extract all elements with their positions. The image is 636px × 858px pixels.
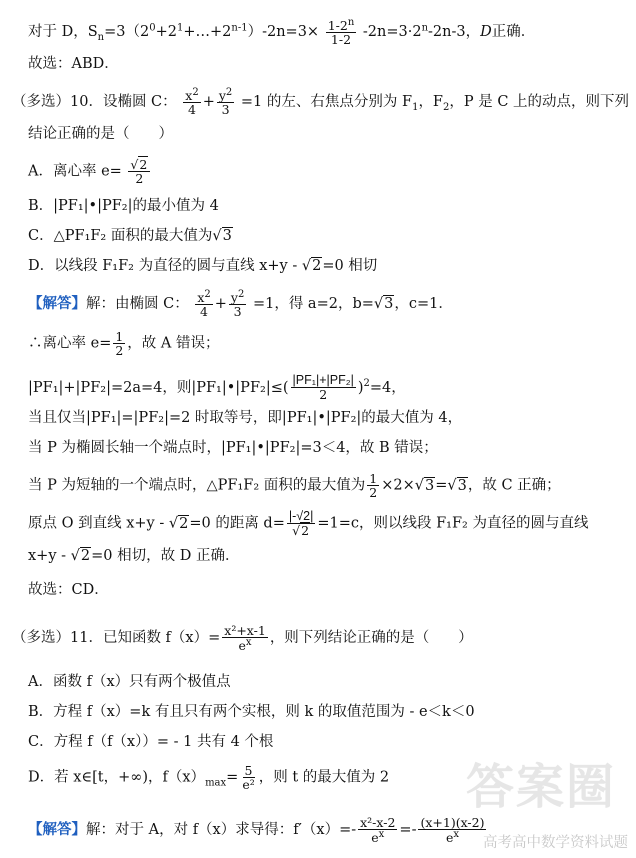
option-text: D．若 x∈[t，+∞)，f（x） — [28, 769, 206, 786]
superscript: 2 — [237, 289, 245, 300]
radicand: 3 — [424, 477, 435, 494]
text-segment: x+y - — [28, 548, 71, 564]
numerator: 1 — [115, 329, 124, 344]
fraction — [291, 374, 356, 401]
denominator: e — [445, 830, 454, 846]
superscript: 0 — [149, 22, 156, 34]
plus-sign: + — [214, 296, 227, 313]
option-b: B．|PF₁|•|PF₂|的最小值为 4 — [28, 198, 219, 214]
text-segment: =3（2 — [104, 24, 150, 41]
numerator: x — [197, 290, 205, 306]
text-segment: 解：对于 A，对 f（x）求导得：f′（x）=- — [86, 822, 357, 839]
option-a — [28, 158, 152, 185]
text-segment: ∴离心率 e= — [28, 335, 112, 352]
question-11-stem — [12, 624, 473, 652]
option-c: C．△PF₁F₂ 面积的最大值为√3 — [28, 228, 232, 244]
fraction-y — [217, 88, 234, 116]
text-segment: 解：由椭圆 C： — [86, 296, 189, 313]
option-c: C．方程 f（f（x））= - 1 共有 4 个根 — [28, 734, 274, 750]
text-segment: =1 的左、右焦点分别为 F — [240, 94, 413, 111]
answer-10-line-3 — [28, 374, 406, 401]
radicand: 2 — [301, 523, 310, 539]
subscript: 1 — [412, 102, 419, 114]
fraction: $\frac{|-√2|}{√2}$ — [288, 509, 314, 539]
superscript: n-1 — [231, 22, 248, 34]
option-text: D．以线段 F₁F₂ 为直径的圆与直线 x+y - — [28, 258, 302, 274]
numerator: |PF₁|+|PF₂| — [292, 373, 354, 388]
text-segment: 当 P 为短轴的一个端点时，△PF₁F₂ 面积的最大值为 — [28, 477, 366, 494]
fraction — [113, 330, 125, 357]
fraction — [367, 472, 379, 499]
superscript: n — [421, 22, 429, 34]
denominator: 4 — [188, 102, 196, 118]
subscript: 2 — [443, 102, 450, 114]
text-segment: ) — [357, 379, 364, 396]
denominator: 3 — [233, 304, 242, 320]
text-segment: （多选）11．已知函数 f（x）= — [12, 630, 221, 647]
radicand: 2 — [80, 548, 91, 564]
fraction-y — [229, 290, 246, 318]
answer-tag: 【解答】 — [28, 821, 86, 839]
numerator: y — [230, 290, 238, 306]
numerator: y — [218, 88, 226, 104]
text-segment: -2n-3， — [428, 24, 481, 41]
superscript: 2 — [192, 87, 199, 98]
text-segment: ，故 A 错误； — [127, 335, 220, 352]
answer-10-line-6: 当 P 为短轴的一个端点时，△PF₁F₂ 面积的最大值为 $\frac{1}{2}$ ×2×√3=√3，故 C 正确； — [28, 471, 561, 501]
text-segment: ，P 是 C 上的动点，则下列 — [449, 94, 630, 111]
superscript: n — [347, 17, 355, 28]
superscript: 2 — [225, 87, 233, 98]
plus-sign: + — [202, 94, 215, 111]
text-segment: = — [226, 769, 239, 786]
denominator: 2 — [369, 485, 378, 501]
numerator: 5 — [244, 763, 253, 778]
text-segment: 原点 O 到直线 x+y - — [28, 515, 169, 532]
denominator: e² — [242, 777, 255, 793]
option-text: ，则 t 的最大值为 2 — [258, 769, 390, 786]
text-segment: ）-2n=3× — [247, 24, 320, 41]
numerator: 1-2 — [327, 18, 348, 34]
option-text: A．离心率 e= — [28, 163, 122, 180]
numerator: 1 — [369, 471, 378, 486]
answer-tag: 【解答】 — [28, 295, 86, 313]
fraction — [418, 816, 486, 844]
text-segment: =0 的距离 d= — [189, 515, 285, 532]
denominator: 4 — [200, 304, 208, 320]
option-text: =0 相切 — [322, 258, 378, 274]
answer-choice-line: 故选：CD． — [28, 582, 109, 598]
radicand: 3 — [457, 477, 467, 494]
answer-10-line-8: x+y - √2=0 相切，故 D 正确． — [28, 548, 240, 564]
denominator: 2 — [135, 171, 144, 187]
denominator: e — [238, 638, 246, 654]
denominator: 3 — [221, 102, 230, 118]
fraction — [240, 764, 256, 791]
text-segment: |PF₁|+|PF₂|=2a=4，则|PF₁|•|PF₂|≤( — [28, 379, 289, 396]
fraction — [222, 624, 268, 652]
text-segment: =1=c，则以线段 F₁F₂ 为直径的圆与直线 — [317, 515, 589, 532]
radicand: 3 — [222, 228, 232, 244]
numerator: (x+1)(x-2) — [420, 815, 485, 830]
fraction — [326, 18, 357, 46]
numerator: x²-x-2 — [360, 815, 396, 830]
answer-choice-line: 故选：ABD． — [28, 56, 119, 72]
text-segment: 对于 D，S — [28, 24, 98, 41]
radicand: 2 — [179, 515, 189, 532]
line-d-proof — [28, 18, 535, 48]
radicand: 2 — [139, 157, 148, 172]
answer-10-line-5: 当 P 为椭圆长轴一个端点时，|PF₁|•|PF₂|=3＜4，故 B 错误； — [28, 440, 438, 456]
superscript: x — [453, 829, 459, 841]
answer-10-line-7: 原点 O 到直线 x+y - √2=0 的距离 d= $\frac{|-√2|}{√2}$ =1=c，则以线段 F₁F₂ 为直径的圆与直线 — [28, 509, 589, 539]
watermark-text: 高考高中数学资料试题 — [483, 835, 628, 851]
radicand: 2 — [312, 258, 322, 274]
superscript: 2 — [363, 378, 370, 389]
text-segment: =0 相切，故 D 正确． — [91, 548, 240, 564]
text-segment: ，F — [418, 94, 443, 111]
question-10-stem — [12, 88, 629, 118]
text-segment: +…+2 — [183, 24, 232, 41]
denominator: 2 — [115, 343, 124, 359]
watermark-logo: 答案圈 — [466, 761, 617, 814]
denominator: e — [371, 830, 379, 846]
text-segment: = — [435, 477, 448, 494]
text-segment: =1，得 a=2，b= — [252, 296, 374, 313]
option-d — [28, 764, 389, 794]
text-segment: ，则下列结论正确的是（ ） — [269, 630, 473, 647]
option-b: B．方程 f（x）=k 有且只有两个实根，则 k 的取值范围为 - e＜k＜0 — [28, 704, 475, 720]
text-segment: -2n=3·2 — [362, 24, 422, 41]
subscript: n — [97, 32, 105, 44]
text-segment: （多选）10．设椭圆 C： — [12, 94, 177, 111]
denominator: 1-2 — [330, 32, 352, 48]
answer-10-line-2 — [28, 330, 220, 357]
denominator: 2 — [319, 387, 328, 403]
question-10-stem-cont: 结论正确的是（ ） — [28, 126, 173, 142]
option-letter: D — [480, 24, 492, 41]
text-segment: ，故 C 正确； — [467, 477, 561, 494]
numerator: x — [185, 88, 193, 104]
superscript: 2 — [204, 289, 211, 300]
subscript: max — [205, 777, 227, 789]
fraction — [358, 816, 397, 844]
option-d: D．以线段 F₁F₂ 为直径的圆与直线 x+y - √2=0 相切 — [28, 258, 378, 274]
numerator: x²+x-1 — [224, 623, 266, 638]
text-segment: =- — [399, 822, 417, 839]
text-segment: ×2× — [381, 477, 415, 494]
option-text: C．△PF₁F₂ 面积的最大值为 — [28, 228, 213, 244]
text-segment: ，c=1． — [394, 296, 453, 313]
fraction-x — [183, 88, 200, 116]
text-segment: =4， — [369, 379, 406, 396]
superscript: x — [245, 637, 252, 649]
fraction: $\frac{√2}{2}$ — [128, 158, 150, 185]
text-segment: +2 — [155, 24, 177, 41]
answer-11-line-1 — [28, 816, 488, 844]
fraction-x — [195, 290, 212, 318]
answer-10-line-4: 当且仅当|PF₁|=|PF₂|=2 时取等号，即|PF₁|•|PF₂|的最大值为 4， — [28, 410, 463, 426]
superscript: 1 — [176, 22, 184, 34]
numerator: |-√2| — [288, 509, 314, 523]
text-segment: 正确． — [491, 24, 536, 41]
superscript: x — [378, 829, 385, 841]
radicand: 3 — [384, 296, 394, 313]
option-a: A．函数 f（x）只有两个极值点 — [28, 674, 231, 690]
answer-10-line-1: 【解答】解：由椭圆 C： $\frac{x^2}{4}$ + $\frac{y^2}{3}$ =1，得 a=2，b=√3，c=1． — [28, 289, 453, 320]
